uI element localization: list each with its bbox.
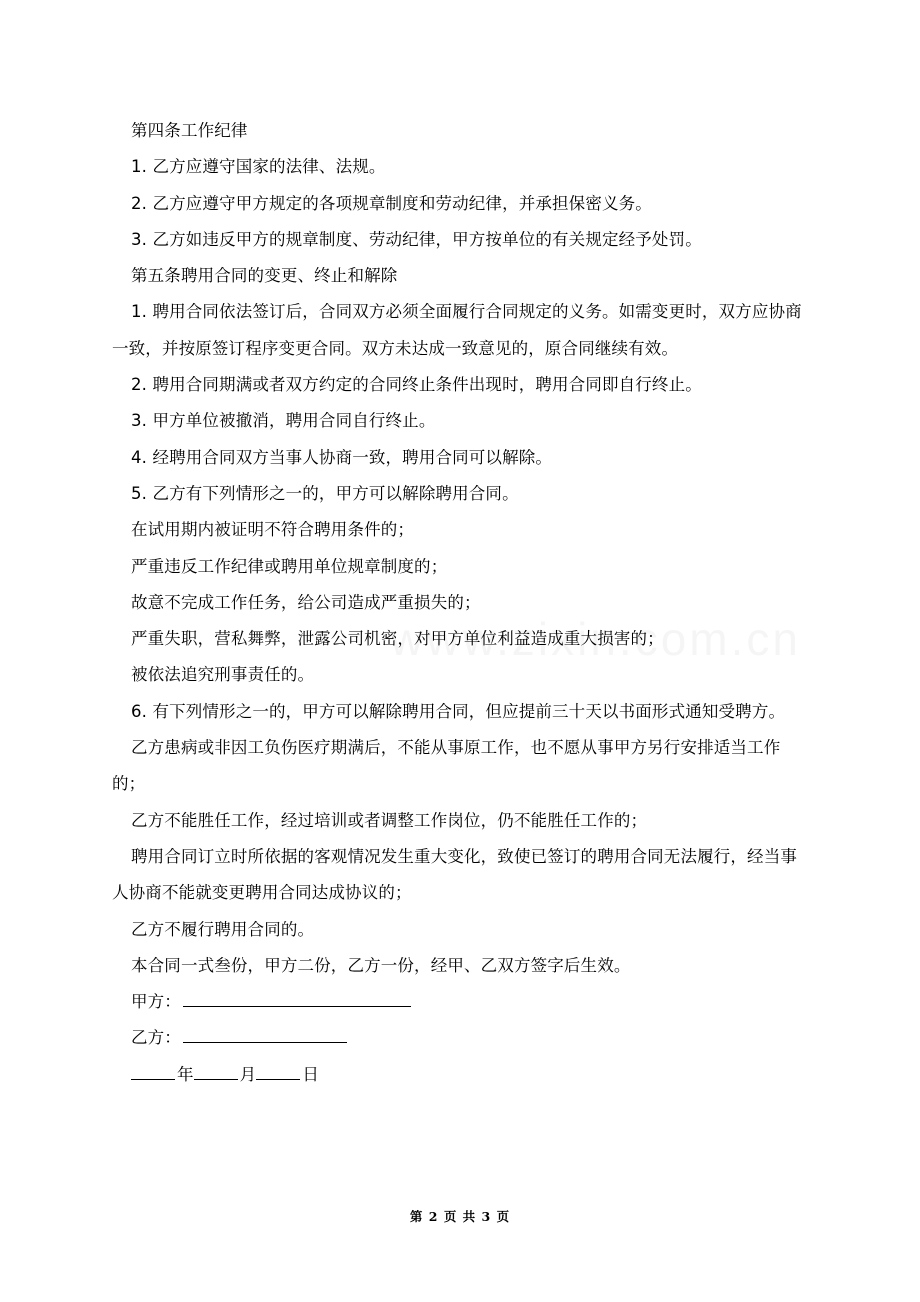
day-blank xyxy=(256,1063,300,1080)
condition-item: 聘用合同订立时所依据的客观情况发生重大变化，致使已签订的聘用合同无法履行，经当事人协商不能就变更聘用合同达成协议的； xyxy=(112,846,797,903)
article-4-heading: 第四条工作纪律 xyxy=(131,121,248,140)
month-label: 月 xyxy=(239,1064,257,1084)
clause-4-2: 2. 乙方应遵守甲方规定的各项规章制度和劳动纪律，并承担保密义务。 xyxy=(131,193,652,213)
party-b-signature-blank xyxy=(183,1026,347,1043)
party-a-signature-blank xyxy=(183,990,411,1007)
clause-5-6: 6. 有下列情形之一的，甲方可以解除聘用合同，但应提前三十天以书面形式通知受聘方。 xyxy=(131,701,786,721)
document-body xyxy=(112,113,812,1093)
party-a-signature-line xyxy=(112,984,812,1020)
year-label: 年 xyxy=(177,1064,194,1084)
party-b-label: 乙方： xyxy=(131,1028,181,1048)
condition-item: 故意不完成工作任务，给公司造成严重损失的； xyxy=(131,592,481,612)
effectiveness-clause: 本合同一式叁份，甲方二份，乙方一份，经甲、乙双方签字后生效。 xyxy=(131,955,631,975)
year-blank xyxy=(131,1063,175,1080)
condition-item: 乙方不履行聘用合同的。 xyxy=(131,919,315,939)
condition-item: 严重失职，营私舞弊，泄露公司机密，对甲方单位利益造成重大损害的； xyxy=(131,629,664,649)
party-b-signature-line xyxy=(112,1020,812,1056)
month-blank xyxy=(194,1063,238,1080)
clause-4-1: 1. 乙方应遵守国家的法律、法规。 xyxy=(131,157,386,177)
condition-item: 被依法追究刑事责任的。 xyxy=(131,665,315,685)
clause-4-3: 3. 乙方如违反甲方的规章制度、劳动纪律，甲方按单位的有关规定经予处罚。 xyxy=(131,229,702,249)
condition-item: 严重违反工作纪律或聘用单位规章制度的； xyxy=(131,556,448,576)
date-line xyxy=(112,1057,812,1093)
clause-5-1: 1. 聘用合同依法签订后，合同双方必须全面履行合同规定的义务。如需变更时，双方应协商一致，并按原签订程序变更合同。双方未达成一致意见的，原合同继续有效。 xyxy=(112,302,802,358)
party-a-label: 甲方： xyxy=(131,992,181,1012)
page-number-footer: 第 2 页 共 3 页 xyxy=(409,1209,511,1224)
article-5-heading: 第五条聘用合同的变更、终止和解除 xyxy=(131,266,398,286)
clause-5-2: 2. 聘用合同期满或者双方约定的合同终止条件出现时，聘用合同即自行终止。 xyxy=(131,375,702,395)
clause-5-4: 4. 经聘用合同双方当事人协商一致，聘用合同可以解除。 xyxy=(131,447,553,467)
clause-5-5: 5. 乙方有下列情形之一的，甲方可以解除聘用合同。 xyxy=(131,483,519,503)
day-label: 日 xyxy=(302,1064,319,1084)
condition-item: 乙方不能胜任工作，经过培训或者调整工作岗位，仍不能胜任工作的； xyxy=(131,810,648,830)
clause-5-3: 3. 甲方单位被撤消，聘用合同自行终止。 xyxy=(131,411,436,431)
condition-item: 乙方患病或非因工负伤医疗期满后，不能从事原工作，也不愿从事甲方另行安排适当工作的； xyxy=(112,738,781,794)
condition-item: 在试用期内被证明不符合聘用条件的； xyxy=(131,520,415,540)
